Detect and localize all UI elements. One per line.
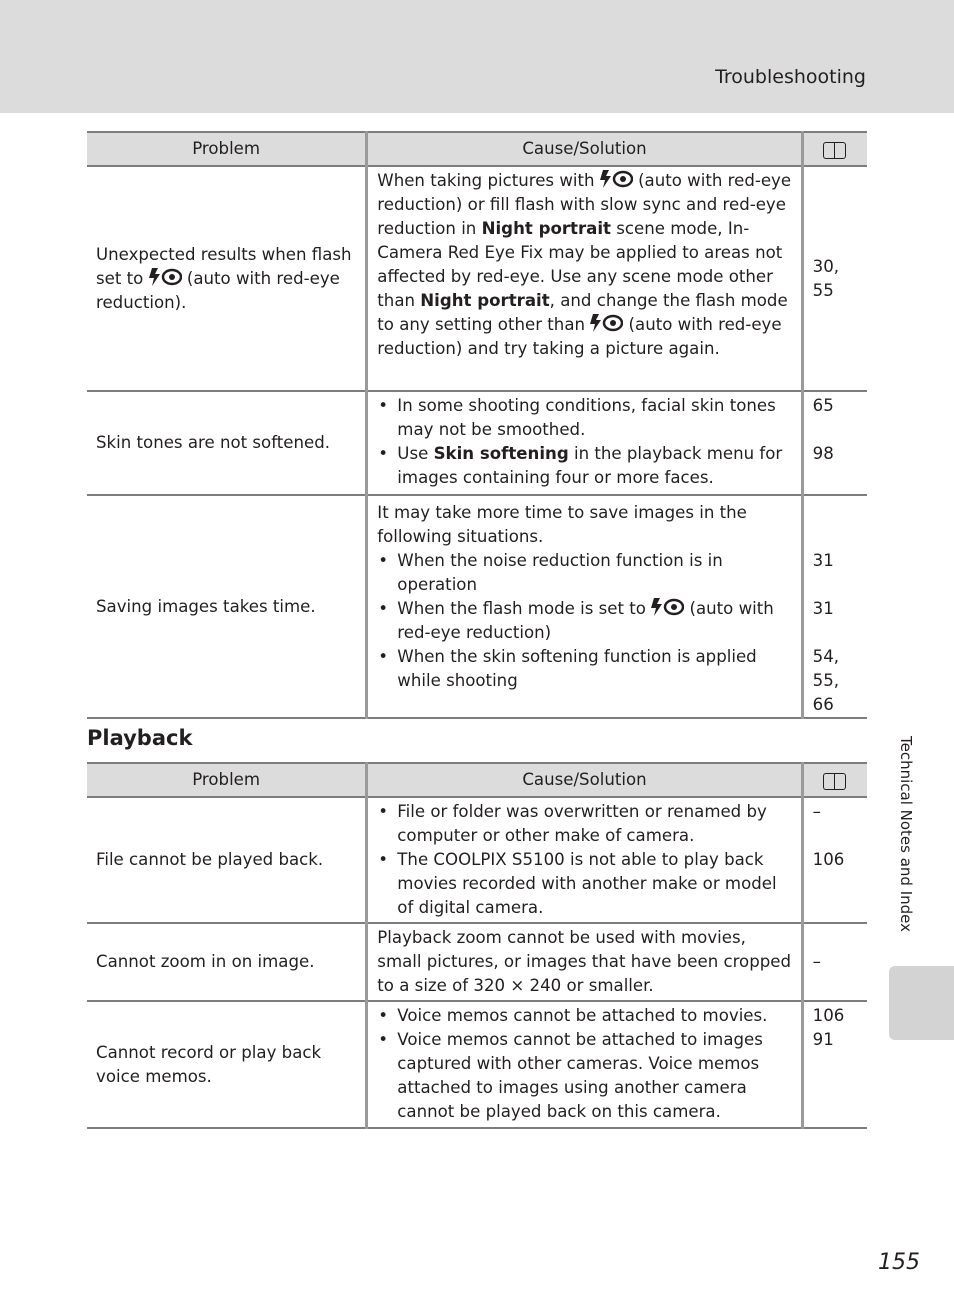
problem-cell: Saving images takes time. — [87, 495, 367, 718]
bullet-item: • When the noise reduction function is in operation — [377, 549, 791, 597]
cause-text: scene mode, In-Camera Red Eye Fix may be applied to areas not affected by red-eye. Use any scene mode other than — [377, 219, 783, 310]
problem-text: Unexpected results when flash set to — [96, 244, 352, 288]
cause-text: When the flash mode is set to — [397, 599, 652, 618]
bullet-item: • The COOLPIX S5100 is not able to play back movies recorded with another make or model of digital camera. — [377, 848, 791, 920]
reference-cell — [802, 1001, 867, 1128]
cause-cell — [367, 166, 802, 391]
page-reference: 98 — [812, 444, 834, 463]
bullet-item — [377, 597, 791, 645]
cause-text: (auto with red-eye reduction) or fill flash with slow sync and red-eye reduction in — [377, 171, 792, 238]
bullet-list — [377, 800, 791, 920]
table-row — [87, 166, 867, 391]
bullet-item: • When the skin softening function is applied while shooting — [377, 645, 791, 693]
reference-cell — [802, 923, 867, 1001]
reference-cell — [802, 495, 867, 718]
chapter-tab[interactable] — [889, 966, 954, 1040]
flash-redeye-icon — [590, 314, 623, 332]
bullet-list — [377, 549, 791, 693]
bullet-item: • Voice memos cannot be attached to movies. — [377, 1004, 791, 1028]
header-cause: Cause/Solution — [367, 132, 802, 166]
reference-cell — [802, 166, 867, 391]
problem-cell: Skin tones are not softened. — [87, 391, 367, 495]
page-reference: 66 — [812, 695, 834, 714]
reference-cell — [802, 797, 867, 923]
cause-text: (auto with red-eye reduction) and try taking a picture again. — [377, 315, 782, 358]
troubleshooting-table — [87, 131, 867, 719]
table-row — [87, 797, 867, 923]
header-band — [0, 0, 954, 113]
header-cause: Cause/Solution — [367, 763, 802, 797]
table-row — [87, 391, 867, 495]
page-reference: 106 — [812, 1006, 845, 1025]
cause-text: in the playback menu for images containing four or more faces. — [397, 444, 783, 487]
bullet-item: • File or folder was overwritten or renamed by computer or other make of camera. — [377, 800, 791, 848]
problem-text: (auto with red-eye reduction). — [96, 268, 340, 312]
cause-text: (auto with red-eye reduction) — [397, 599, 774, 642]
book-reference-icon — [823, 141, 847, 159]
table-row — [87, 495, 867, 718]
header-reference — [802, 763, 867, 797]
header-problem: Problem — [87, 763, 367, 797]
cause-cell — [367, 495, 802, 718]
cause-text: It may take more time to save images in the following situations. — [377, 503, 747, 546]
cause-cell: Playback zoom cannot be used with movies, small pictures, or images that have been cropped to a size of 320 × 240 or smaller. — [367, 923, 802, 1001]
table-header-row — [87, 763, 867, 797]
problem-cell: Cannot record or play back voice memos. — [87, 1001, 367, 1128]
page-reference: 106 — [812, 850, 845, 869]
header-problem: Problem — [87, 132, 367, 166]
table-header-row — [87, 132, 867, 166]
cause-cell — [367, 1001, 802, 1128]
table-row — [87, 923, 867, 1001]
flash-redeye-icon — [651, 598, 684, 616]
cause-text: When taking pictures with — [377, 171, 600, 190]
cause-text: , and change the flash mode to any setting other than — [377, 291, 788, 334]
reference-cell — [802, 391, 867, 495]
page-reference: 30, 55 — [812, 256, 840, 300]
flash-redeye-icon — [600, 170, 633, 188]
page-reference: – — [812, 802, 821, 821]
bullet-item: • Voice memos cannot be attached to images captured with other cameras. Voice memos attached to images using another camera cannot be played back on this camera. — [377, 1028, 791, 1124]
header-reference — [802, 132, 867, 166]
playback-table — [87, 762, 867, 1129]
page-reference: – — [812, 952, 821, 971]
cause-bold-text: Night portrait — [420, 291, 550, 310]
problem-cell — [87, 166, 367, 391]
bullet-list — [377, 394, 791, 490]
cause-bold-text: Skin softening — [433, 444, 569, 463]
problem-cell: File cannot be played back. — [87, 797, 367, 923]
page-reference: 31 — [812, 551, 834, 570]
bullet-item: • In some shooting conditions, facial skin tones may not be smoothed. — [377, 394, 791, 442]
page-reference: 54, 55, — [812, 647, 840, 690]
page-reference: 91 — [812, 1030, 834, 1049]
page-reference: 65 — [812, 396, 834, 415]
bullet-list — [377, 1004, 791, 1124]
page-number: 155 — [878, 1250, 920, 1275]
bullet-item — [377, 442, 791, 490]
table-row — [87, 1001, 867, 1128]
playback-heading: Playback — [87, 726, 193, 750]
cause-cell — [367, 797, 802, 923]
section-title: Troubleshooting — [715, 66, 866, 88]
problem-cell: Cannot zoom in on image. — [87, 923, 367, 1001]
cause-text: Use — [397, 444, 434, 463]
flash-redeye-icon — [149, 268, 182, 286]
cause-cell — [367, 391, 802, 495]
cause-bold-text: Night portrait — [481, 219, 611, 238]
chapter-tab-label: Technical Notes and Index — [897, 736, 915, 933]
book-reference-icon — [823, 772, 847, 790]
page-reference: 31 — [812, 599, 834, 618]
